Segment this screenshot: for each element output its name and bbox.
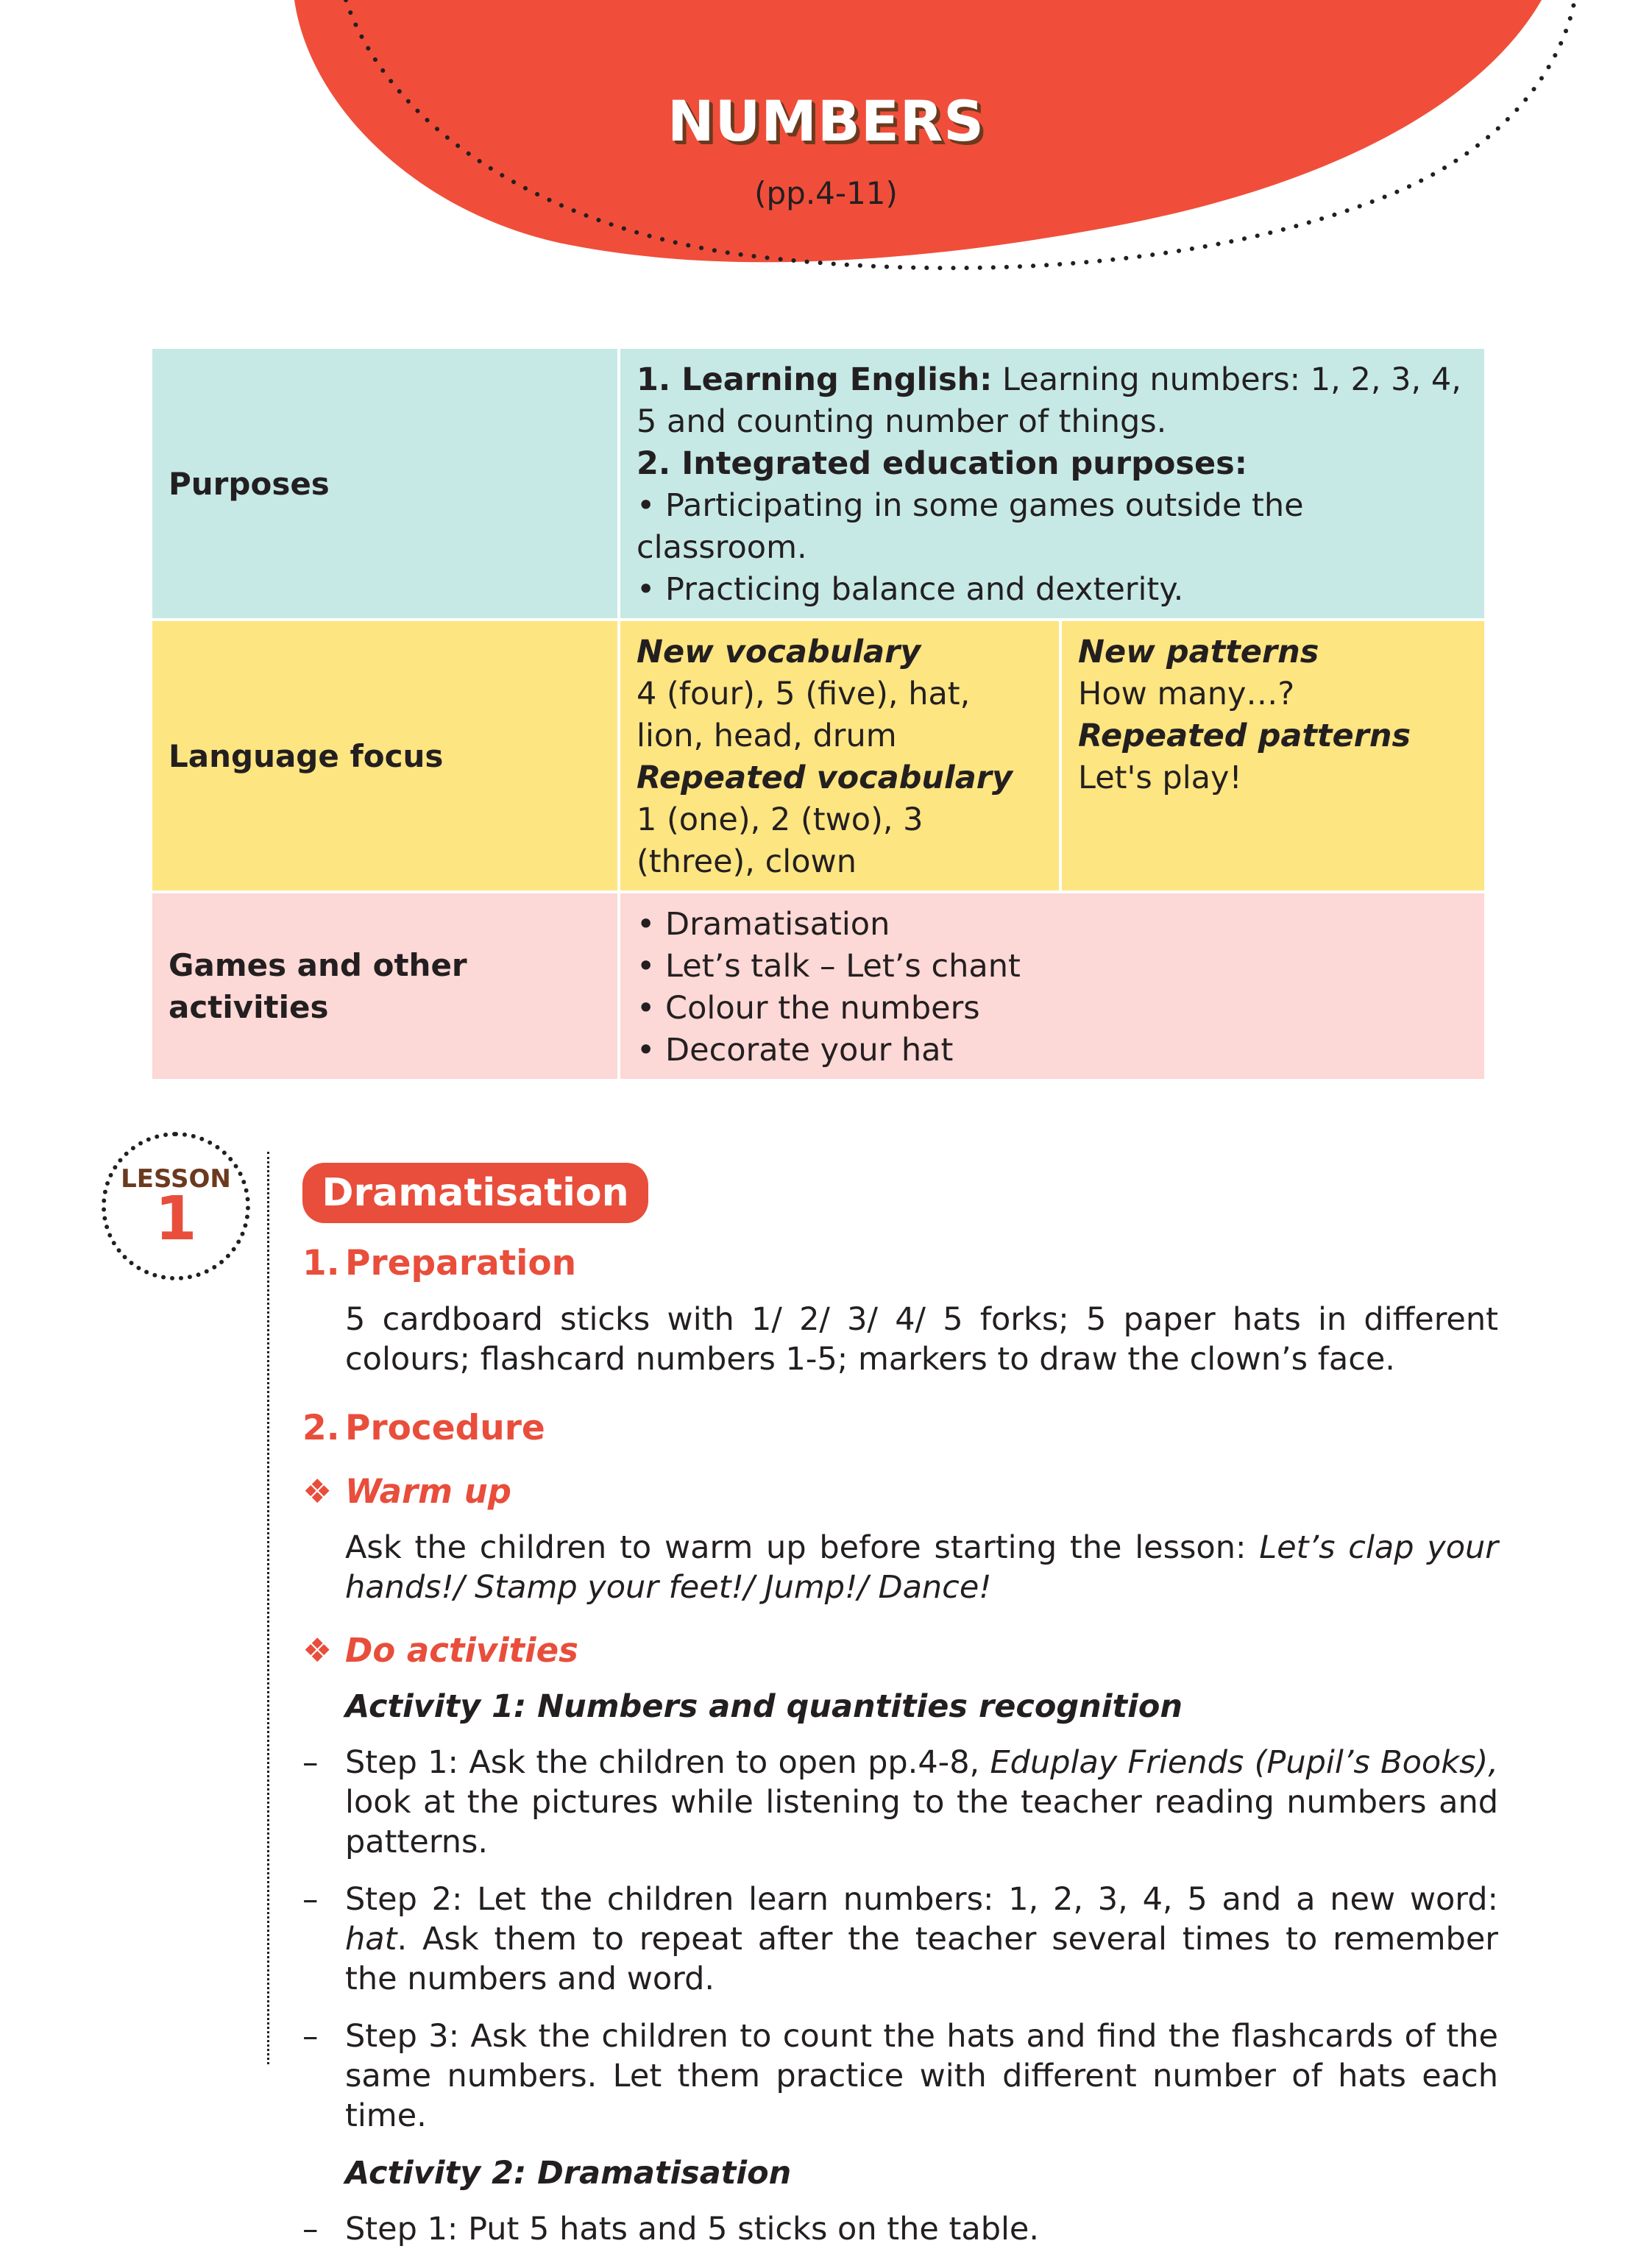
dash-marker: – [302,1881,319,1918]
new-vocabulary-heading: New vocabulary [637,634,921,670]
do-activities-title: Do activities [345,1631,578,1670]
purpose-item-2-heading: 2. Integrated education purposes: [637,445,1247,482]
activity-1-step-2 [302,1880,1498,1999]
repeated-vocabulary-heading: Repeated vocabulary [637,759,1013,796]
lesson-badge [102,1132,250,1281]
warmup-text-plain: Ask the children to warm up before starting the lesson: [345,1529,1260,1566]
row-games [151,892,1486,1080]
step-text: Step 1: Put 5 hats and 5 sticks on the table. [345,2211,1040,2248]
warmup-heading [302,1472,1498,1512]
games-list [637,904,1468,1072]
activity-2-title: Activity 2: Dramatisation [345,2155,792,2192]
repeated-vocabulary-text: 1 (one), 2 (two), 3 (three), clown [637,801,924,880]
dash-marker: – [302,2211,319,2248]
purpose-item-1 [637,359,1468,443]
procedure-heading [302,1409,1498,1448]
page-range: (pp.4-11) [754,175,898,211]
page-title: NUMBERS [667,88,985,154]
vocabulary-column [637,621,1062,890]
new-patterns-text: How many…? [1078,676,1295,712]
repeated-patterns-heading: Repeated patterns [1078,718,1411,754]
step-text-italic: hat [345,1921,397,1958]
lesson-content [302,1244,1498,2249]
procedure-number: 2. [302,1408,340,1448]
game-item: • Colour the numbers [637,988,1468,1030]
purpose-bullet: • Practicing balance and dexterity. [637,569,1468,611]
overview-table [149,346,1487,1082]
diamond-icon: ❖ [302,1631,333,1670]
lesson-number: 1 [155,1184,197,1254]
header-blob [0,0,1652,309]
preparation-title: Preparation [345,1243,577,1283]
new-patterns-heading: New patterns [1078,634,1319,670]
lesson-title-pill: Dramatisation [302,1163,648,1223]
new-vocabulary-text: 4 (four), 5 (five), hat, lion, head, drum [637,676,971,754]
patterns-column [1062,621,1427,807]
preparation-text: 5 cardboard sticks with 1/ 2/ 3/ 4/ 5 forks; 5 paper hats in different colours; flashcard numbers 1-5; markers to draw the clown’s face. [345,1301,1498,1378]
step-text-italic: Eduplay Friends (Pupil’s Books), [990,1744,1498,1781]
purpose-bullets [637,485,1468,611]
do-activities-heading [302,1631,1498,1671]
game-item: • Decorate your hat [637,1030,1468,1072]
procedure-title: Procedure [345,1408,545,1448]
step-text: Step 2: Let the children learn numbers: 1, 2, 3, 4, 5 and a new word: [345,1881,1498,1918]
warmup-title: Warm up [345,1472,511,1511]
games-label: Games and other activities [151,892,619,1080]
diamond-icon: ❖ [302,1472,333,1511]
purpose-item-1-heading: 1. Learning English: [637,361,993,398]
lesson-word: LESSON [121,1164,231,1194]
warmup-text-italic: Let’s clap your hands!/ Stamp your feet!/ Jump!/ Dance! [345,1529,1498,1606]
preparation-heading [302,1244,1498,1283]
purpose-item-1-text: Learning numbers: 1, 2, 3, 4, 5 and counting number of things. [637,361,1461,440]
dash-marker: – [302,1744,319,1781]
activity-1-step-1 [302,1743,1498,1862]
step-text: Step 3: Ask the children to count the hats and find the flashcards of the same numbers. Let them practice with different number of hats each time. [345,2018,1498,2134]
lesson-divider-line [267,1152,269,2064]
purpose-bullet: • Participating in some games outside the classroom. [637,485,1468,569]
repeated-patterns-text: Let's play! [1078,759,1242,796]
language-focus-content [619,620,1486,892]
dash-marker: – [302,2018,319,2055]
warmup-text [302,1528,1498,1607]
language-focus-label: Language focus [151,620,619,892]
step-text: Step 1: Ask the children to open pp.4-8, [345,1744,990,1781]
step-text: . Ask them to repeat after the teacher several times to remember the numbers and word. [345,1921,1498,1997]
activity-1-step-3 [302,2016,1498,2136]
row-purposes [151,347,1486,620]
purposes-label: Purposes [151,347,619,620]
activity-2-step-1 [302,2209,1498,2249]
purposes-content [619,347,1486,620]
game-item: • Dramatisation [637,904,1468,946]
games-content [619,892,1486,1080]
row-language-focus [151,620,1486,892]
activity-1-title: Activity 1: Numbers and quantities recognition [345,1688,1183,1725]
preparation-number: 1. [302,1243,340,1283]
step-text: look at the pictures while listening to the teacher reading numbers and patterns. [345,1784,1498,1860]
game-item: • Let’s talk – Let’s chant [637,946,1468,988]
